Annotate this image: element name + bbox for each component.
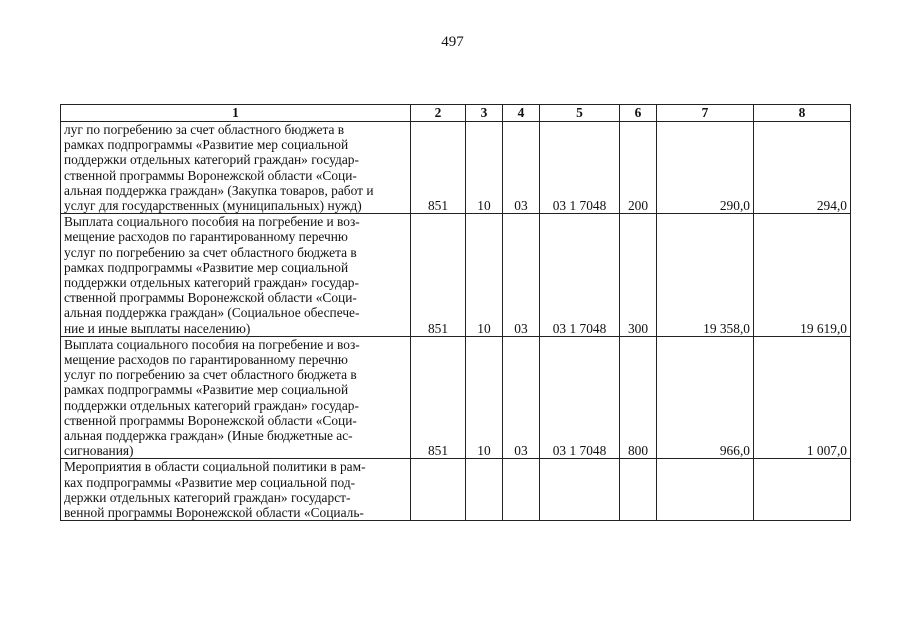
header-cell: 2 — [411, 105, 466, 122]
description-line: альная поддержка граждан» (Социальное обеспече- — [64, 305, 360, 321]
description-line: ственной программы Воронежской области «Соци- — [64, 167, 357, 183]
expense-type-cell: 200 — [620, 122, 657, 214]
description-line: ственной программы Воронежской области «Соци- — [64, 412, 357, 428]
section-code-cell: 10 — [466, 122, 503, 214]
description-cell — [61, 122, 411, 214]
description-line: поддержки отдельных категорий граждан» государ- — [64, 397, 359, 413]
table-row — [61, 459, 851, 521]
header-cell: 3 — [466, 105, 503, 122]
description-line: Выплата социального пособия на погребение и воз- — [64, 214, 360, 230]
target-article-cell: 03 1 7048 — [540, 214, 620, 337]
page-number: 497 — [441, 34, 464, 50]
description-line: рамках подпрограммы «Развитие мер социальной — [64, 382, 349, 398]
subsection-code-cell: 03 — [503, 336, 540, 459]
budget-table — [60, 104, 851, 521]
table-row — [61, 122, 851, 214]
description-line: держки отдельных категорий граждан» государст- — [64, 489, 351, 505]
ministry-code-cell: 851 — [411, 336, 466, 459]
description-line: альная поддержка граждан» (Иные бюджетные ас- — [64, 428, 353, 444]
header-cell: 1 — [61, 105, 411, 122]
amount-col8-cell: 294,0 — [754, 122, 851, 214]
amount-col8-cell — [754, 459, 851, 521]
amount-col7-cell: 19 358,0 — [657, 214, 754, 337]
description-cell — [61, 336, 411, 459]
amount-col8-cell: 1 007,0 — [754, 336, 851, 459]
description-line: поддержки отдельных категорий граждан» государ- — [64, 275, 359, 291]
header-cell: 7 — [657, 105, 754, 122]
description-line: альная поддержка граждан» (Закупка товаров, работ и — [64, 182, 374, 198]
table-body — [61, 122, 851, 521]
ministry-code-cell — [411, 459, 466, 521]
description-line: мещение расходов по гарантированному перечню — [64, 352, 348, 368]
section-code-cell: 10 — [466, 214, 503, 337]
subsection-code-cell: 03 — [503, 122, 540, 214]
amount-col8-cell: 19 619,0 — [754, 214, 851, 337]
amount-col7-cell: 290,0 — [657, 122, 754, 214]
header-cell: 6 — [620, 105, 657, 122]
description-line: услуг по погребению за счет областного бюджета в — [64, 367, 357, 383]
section-code-cell: 10 — [466, 336, 503, 459]
description-line: услуг для государственных (муниципальных) нужд) — [64, 198, 362, 214]
description-line: венной программы Воронежской области «Социаль- — [64, 505, 364, 521]
description-line: мещение расходов по гарантированному перечню — [64, 229, 348, 245]
ministry-code-cell: 851 — [411, 214, 466, 337]
expense-type-cell — [620, 459, 657, 521]
description-line: Мероприятия в области социальной политики в рам- — [64, 459, 366, 475]
description-line: ние и иные выплаты населению) — [64, 320, 251, 336]
expense-type-cell: 300 — [620, 214, 657, 337]
header-cell: 8 — [754, 105, 851, 122]
description-line: рамках подпрограммы «Развитие мер социальной — [64, 259, 349, 275]
table-header-row — [61, 105, 851, 122]
description-line: поддержки отдельных категорий граждан» государ- — [64, 152, 359, 168]
description-line: ственной программы Воронежской области «Соци- — [64, 290, 357, 306]
description-line: луг по погребению за счет областного бюджета в — [64, 122, 345, 137]
ministry-code-cell: 851 — [411, 122, 466, 214]
description-line: сигнования) — [64, 443, 134, 459]
subsection-code-cell: 03 — [503, 214, 540, 337]
description-line: услуг по погребению за счет областного бюджета в — [64, 244, 357, 260]
amount-col7-cell — [657, 459, 754, 521]
description-cell — [61, 214, 411, 337]
target-article-cell: 03 1 7048 — [540, 336, 620, 459]
description-line: ках подпрограммы «Развитие мер социальной под- — [64, 474, 356, 490]
subsection-code-cell — [503, 459, 540, 521]
header-cell: 4 — [503, 105, 540, 122]
table-row — [61, 336, 851, 459]
description-line: рамках подпрограммы «Развитие мер социальной — [64, 137, 349, 153]
description-line: Выплата социального пособия на погребение и воз- — [64, 336, 360, 352]
table-row — [61, 214, 851, 337]
amount-col7-cell: 966,0 — [657, 336, 754, 459]
target-article-cell: 03 1 7048 — [540, 122, 620, 214]
description-cell — [61, 459, 411, 521]
header-cell: 5 — [540, 105, 620, 122]
target-article-cell — [540, 459, 620, 521]
expense-type-cell: 800 — [620, 336, 657, 459]
section-code-cell — [466, 459, 503, 521]
